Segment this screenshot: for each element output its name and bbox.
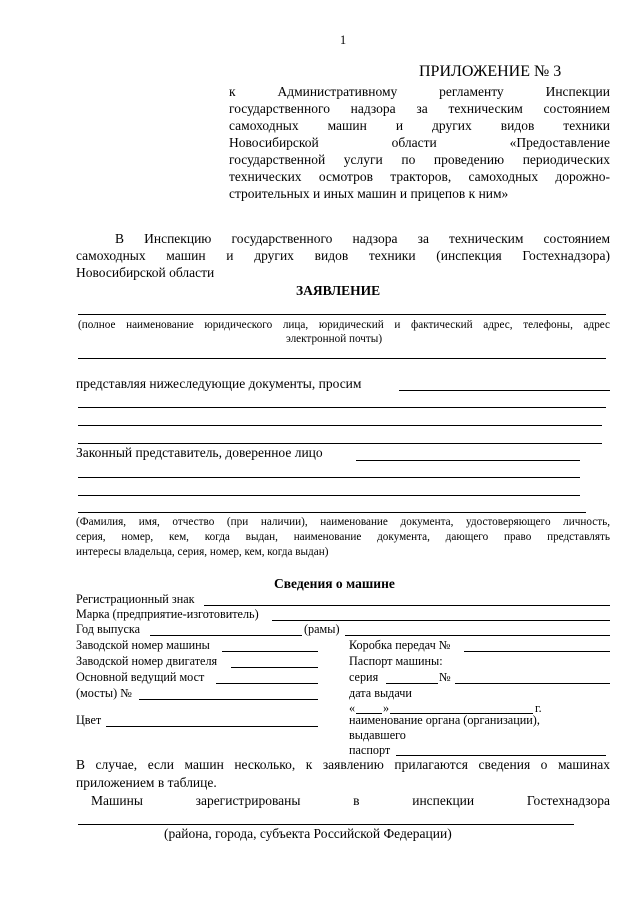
registered-line: Машины зарегистрированы в инспекции Гостехнадзора: [91, 793, 610, 808]
document-title: ЗАЯВЛЕНИЕ: [296, 283, 381, 298]
brand-field[interactable]: [272, 620, 610, 621]
appendix-line: государственного надзора за техническим состоянием: [229, 101, 610, 116]
representative-note-line: интересы владельца, серия, номер, кем, когда выдан): [76, 546, 329, 558]
engine-number-field[interactable]: [231, 667, 318, 668]
applicant-note-line: (полное наименование юридического лица, юридический и фактический адрес, телефоны, адрес: [78, 319, 610, 331]
gearbox-label: Коробка передач №: [349, 638, 451, 652]
applicant-blank-line[interactable]: [78, 358, 606, 359]
appendix-title: ПРИЛОЖЕНИЕ № 3: [419, 63, 562, 80]
representative-note-line: серия, номер, кем, когда выдан, наименование документа, дающего право представлять: [76, 531, 610, 543]
representative-line[interactable]: [78, 512, 586, 513]
issue-date-label: дата выдачи: [349, 686, 412, 700]
addressee-line: Новосибирской области: [76, 265, 215, 280]
page-number: 1: [340, 33, 347, 47]
year-suffix: г.: [535, 701, 542, 715]
applicant-name-line[interactable]: [78, 314, 606, 315]
date-quote-close: »: [383, 701, 390, 715]
representative-line[interactable]: [356, 460, 580, 461]
drive-axle-label: Основной ведущий мост: [76, 670, 205, 684]
registration-sign-field[interactable]: [204, 605, 610, 606]
factory-number-field[interactable]: [222, 651, 318, 652]
series-field[interactable]: [386, 683, 438, 684]
passport-number-sign: №: [439, 670, 451, 684]
request-label: представляя нижеследующие документы, просим: [76, 376, 362, 391]
gearbox-field[interactable]: [464, 651, 610, 652]
request-line[interactable]: [399, 390, 610, 391]
multiple-machines-note-line: приложением в таблице.: [76, 775, 217, 790]
issuer-field[interactable]: [396, 755, 606, 756]
representative-line[interactable]: [78, 495, 580, 496]
drive-axle-field[interactable]: [216, 683, 318, 684]
year-field[interactable]: [150, 635, 302, 636]
machine-section-title: Сведения о машине: [274, 576, 395, 591]
addressee-line: В Инспекцию государственного надзора за техническим состоянием: [115, 231, 610, 246]
appendix-line: технических осмотров тракторов, самоходных дорожно-: [229, 169, 610, 184]
brand-label: Марка (предприятие-изготовитель): [76, 607, 259, 621]
region-note: (района, города, субъекта Российской Федерации): [164, 826, 452, 841]
date-quote-open: «: [349, 701, 356, 715]
factory-number-label: Заводской номер машины: [76, 638, 210, 652]
request-line[interactable]: [78, 443, 602, 444]
issuer-label-line: выдавшего: [349, 728, 406, 742]
passport-label: Паспорт машины:: [349, 654, 443, 668]
appendix-line: Новосибирской области «Предоставление: [229, 135, 610, 150]
issuer-label-line: паспорт: [349, 743, 391, 757]
applicant-note-line: электронной почты): [286, 333, 383, 345]
addressee-line: самоходных машин и других видов техники (инспекция Гостехнадзора): [76, 248, 610, 263]
frame-label: (рамы): [304, 622, 340, 636]
registration-sign-label: Регистрационный знак: [76, 592, 195, 606]
appendix-line: строительных и иных машин и прицепов к ним»: [229, 186, 509, 201]
request-line[interactable]: [78, 425, 602, 426]
region-field[interactable]: [78, 824, 574, 825]
passport-number-field[interactable]: [455, 683, 610, 684]
color-label: Цвет: [76, 713, 102, 727]
year-label: Год выпуска: [76, 622, 141, 636]
appendix-line: самоходных машин и других видов техники: [229, 118, 610, 133]
appendix-line: государственной услуги по проведению периодических: [229, 152, 610, 167]
axles-field[interactable]: [139, 699, 318, 700]
engine-number-label: Заводской номер двигателя: [76, 654, 218, 668]
appendix-line: к Административному регламенту Инспекции: [229, 84, 610, 99]
multiple-machines-note-line: В случае, если машин несколько, к заявлению прилагаются сведения о машинах: [76, 757, 610, 772]
issuer-label-line: наименование органа (организации),: [349, 713, 540, 727]
representative-label: Законный представитель, доверенное лицо: [76, 445, 323, 460]
series-label: серия: [349, 670, 379, 684]
frame-field[interactable]: [345, 635, 610, 636]
color-field[interactable]: [106, 726, 318, 727]
axles-label: (мосты) №: [76, 686, 132, 700]
request-line[interactable]: [78, 407, 606, 408]
representative-line[interactable]: [78, 477, 580, 478]
representative-note-line: (Фамилия, имя, отчество (при наличии), наименование документа, удостоверяющего личность,: [76, 516, 610, 528]
